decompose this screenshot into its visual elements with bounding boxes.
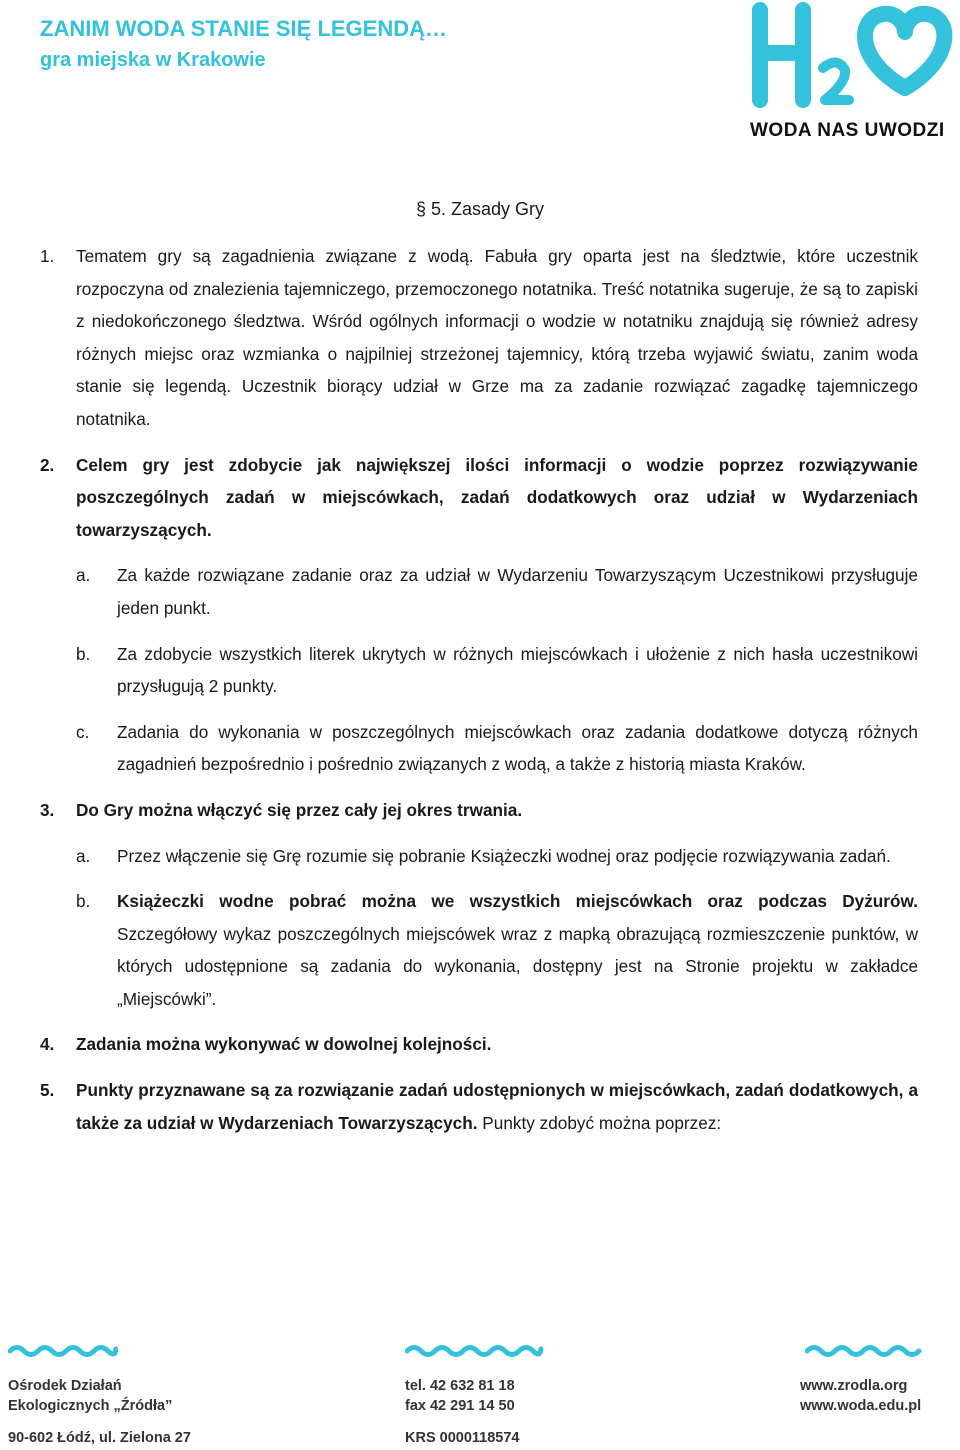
- header-subtitle: gra miejska w Krakowie: [40, 49, 266, 71]
- rule-text: Zadania można wykonywać w dowolnej kolejności.: [76, 1034, 492, 1055]
- subrule-text: Za zdobycie wszystkich literek ukrytych w różnych miejscówkach i ułożenie z nich hasła uczestnikowi przysługują 2 punkty.: [117, 643, 918, 697]
- rules-list: [40, 240, 918, 1152]
- rule-text: Tematem gry są zagadnienia związane z wodą. Fabuła gry oparta jest na śledztwie, które uczestnik rozpoczyna od znalezienia tajemniczego, przemoczonego notatnika. Treść notatnika sugeruje, że są to zapiski z niedokończonego śledztwa. Wśród ogólnych informacji o wodzie w notatniku znajdują się również adresy różnych miejsc oraz wzmianka o najpilniej strzeżonej tajemnicy, którą trzeba wyjawić światu, zanim woda stanie się legendą. Uczestnik biorący udział w Grze ma za zadanie rozwiązać zagadkę tajemniczego notatnika.: [76, 246, 918, 429]
- rule-number: 1.: [40, 246, 55, 266]
- footer-wave-icon: [405, 1342, 545, 1360]
- header-title: ZANIM WODA STANIE SIĘ LEGENDĄ…: [40, 16, 447, 41]
- subrule-letter: a.: [76, 845, 91, 866]
- rule-3: [40, 794, 918, 827]
- subrule-text: [117, 885, 918, 1015]
- subrule-text: Za każde rozwiązane zadanie oraz za udział w Wydarzeniu Towarzyszącym Uczestnikowi przysługuje jeden punkt.: [117, 565, 918, 618]
- rule-2c: [76, 716, 918, 781]
- rule-number: 2.: [40, 454, 55, 475]
- footer-website-zrodla[interactable]: www.zrodla.org: [800, 1378, 908, 1394]
- subrule-letter: c.: [76, 721, 90, 742]
- footer-wave-icon: [8, 1342, 118, 1360]
- rule-2a: [76, 559, 918, 624]
- rule-number: 3.: [40, 799, 55, 820]
- footer-krs: KRS 0000118574: [405, 1430, 520, 1446]
- subrule-letter: b.: [76, 643, 91, 664]
- section-heading: § 5. Zasady Gry: [415, 199, 545, 219]
- footer-address: 90-602 Łódź, ul. Zielona 27: [8, 1430, 191, 1446]
- footer-wave-icon: [805, 1342, 925, 1360]
- rule-3b: [76, 885, 918, 1015]
- rule-text: Celem gry jest zdobycie jak największej ilości informacji o wodzie poprzez rozwiązywanie poszczególnych zadań w miejscówkach, zadań dodatkowych oraz udział w Wydarzeniach towarzyszących.: [76, 454, 918, 540]
- subrule-plain-text: Szczegółowy wykaz poszczególnych miejscówek wraz z mapką obrazującą rozmieszczenie punktów, w których udostępnione są zadania do wykonania, dostępny jest na Stronie projektu w zakładce „Miejscówki”.: [117, 923, 918, 1009]
- subrule-text: Zadania do wykonania w poszczególnych miejscówkach oraz zadania dodatkowe dotyczą różnych zagadnień bezpośrednio i pośrednio związanych z wodą, a także z historią miasta Kraków.: [117, 721, 918, 775]
- rule-5: [40, 1074, 918, 1139]
- rule-text: Do Gry można włączyć się przez cały jej okres trwania.: [76, 799, 523, 820]
- rule-number: 4.: [40, 1034, 55, 1055]
- subrule-text: Przez włączenie się Grę rozumie się pobranie Książeczki wodnej oraz podjęcie rozwiązywania zadań.: [117, 845, 891, 866]
- rule-text: [76, 1074, 918, 1139]
- footer-tel: tel. 42 632 81 18: [405, 1378, 515, 1394]
- logo-tagline: WODA NAS UWODZI: [750, 120, 945, 141]
- subrule-letter: a.: [76, 565, 91, 586]
- rule-3a: [76, 840, 918, 873]
- rule-2: [40, 449, 918, 547]
- rule-4: [40, 1028, 918, 1061]
- rule-1: [40, 240, 918, 436]
- subrule-letter: b.: [76, 891, 91, 912]
- rule-plain-text: Punkty zdobyć można poprzez:: [482, 1112, 722, 1133]
- footer-org-line2: Ekologicznych „Źródła”: [8, 1398, 173, 1414]
- footer-org-line1: Ośrodek Działań: [8, 1378, 122, 1394]
- rule-bold-text: Punkty przyznawane są za rozwiązanie zadań udostępnionych w miejscówkach, zadań dodatkowych, a także za udział w Wydarzeniach Towarzyszących.: [76, 1080, 918, 1133]
- footer-website-woda[interactable]: www.woda.edu.pl: [800, 1398, 922, 1414]
- footer-fax: fax 42 291 14 50: [405, 1398, 515, 1414]
- rule-number: 5.: [40, 1080, 55, 1101]
- rule-2b: [76, 638, 918, 703]
- subrule-bold-text: Książeczki wodne pobrać można we wszystkich miejscówkach oraz podczas Dyżurów.: [117, 891, 918, 912]
